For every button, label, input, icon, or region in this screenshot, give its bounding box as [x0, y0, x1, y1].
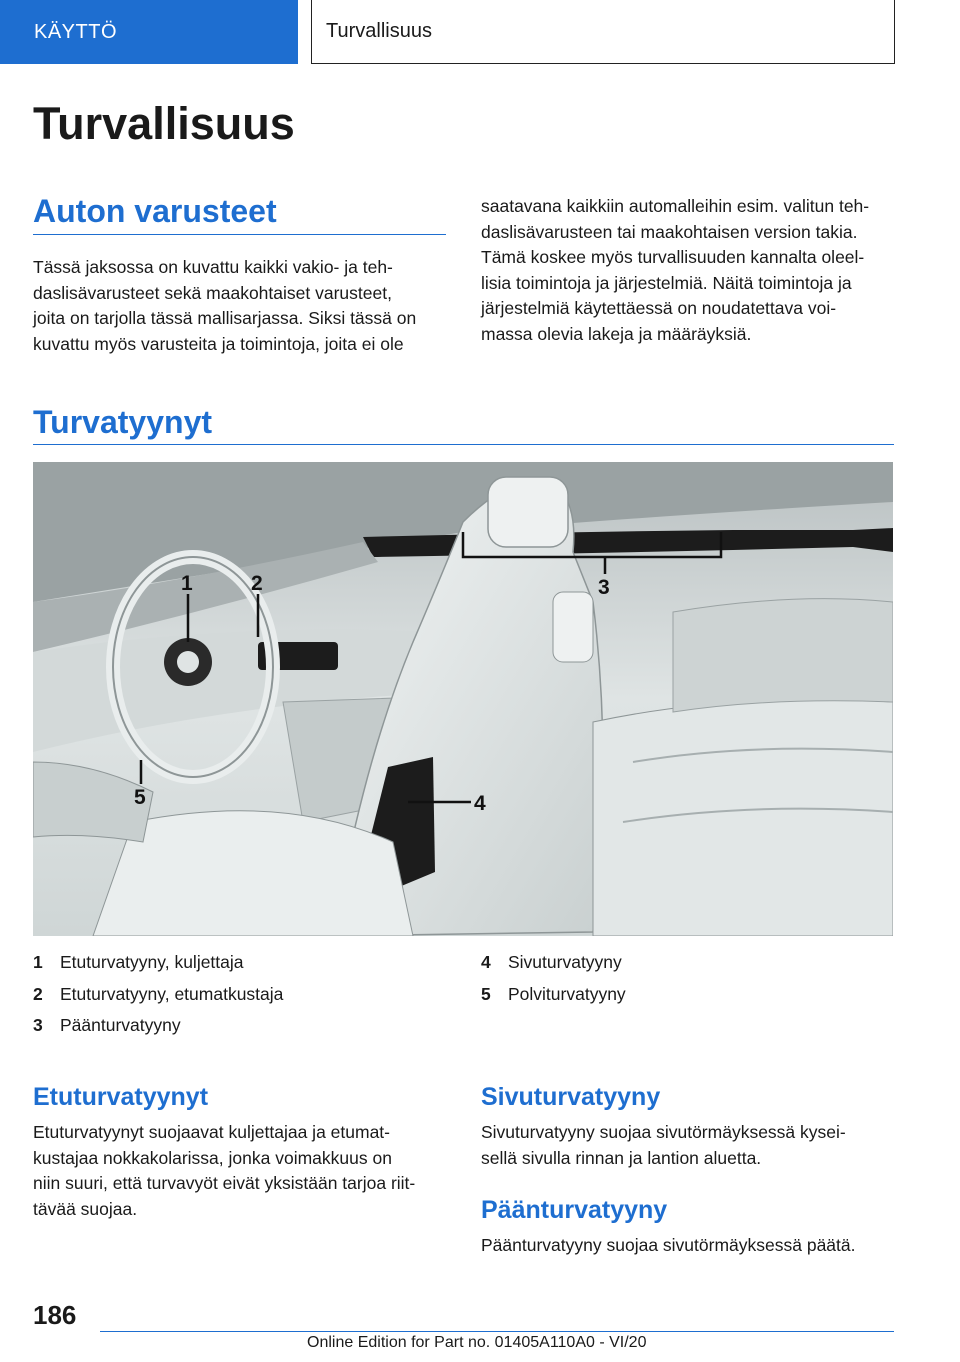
- legend-label: Etuturvatyyny, kuljettaja: [60, 952, 244, 972]
- legend-number: 1: [33, 952, 43, 972]
- subheading-etuturvatyynyt: Etuturvatyynyt: [33, 1083, 209, 1111]
- text-line: saatavana kaikkiin automalleihin esim. valitun teh-: [481, 196, 870, 216]
- legend-item: [481, 947, 901, 979]
- text-line: niin suuri, että turvavyöt eivät yksistään tarjoa riit-: [33, 1173, 416, 1193]
- legend-item: [33, 947, 453, 979]
- footer-rule: [100, 1331, 894, 1332]
- legend-number: 2: [33, 983, 43, 1004]
- text-line: lisia toimintoja ja järjestelmiä. Näitä toimintoja ja: [481, 272, 852, 293]
- section-rule: [33, 444, 894, 445]
- text-line: Tämä koskee myös turvallisuuden kannalta oleel-: [481, 247, 865, 267]
- page-number: 186: [33, 1300, 77, 1330]
- airbag-illustration: [33, 462, 893, 936]
- page-title: Turvallisuus: [33, 98, 295, 149]
- legend-label: Päänturvatyyny: [60, 1015, 181, 1035]
- legend-item: [481, 979, 901, 1011]
- legend-left: [33, 947, 453, 1042]
- legend-label: Etuturvatyyny, etumatkustaja: [60, 983, 284, 1004]
- intro-column-2: [481, 194, 901, 347]
- callout-number-3: 3: [598, 576, 610, 599]
- text-line: daslisävarusteet sekä maakohtaiset varusteet,: [33, 282, 392, 303]
- text-line: kustajaa nokkakolarissa, jonka voimakkuus on: [33, 1147, 392, 1168]
- text-line: daslisävarusteen tai maakohtaisen version takia.: [481, 221, 858, 242]
- section-heading-auton-varusteet: Auton varusteet: [33, 193, 277, 229]
- text-line: massa olevia lakeja ja määräyksiä.: [481, 323, 752, 344]
- legend-item: [33, 1010, 453, 1042]
- intro-column-1: [33, 255, 453, 357]
- section-heading-turvatyynyt: Turvatyynyt: [33, 404, 213, 440]
- callout-number-5: 5: [134, 786, 146, 809]
- sivuturvatyyny-text: [481, 1120, 901, 1171]
- subheading-sivuturvatyyny: Sivuturvatyyny: [481, 1083, 661, 1111]
- text-line: kuvattu myös varusteita ja toimintoja, joita ei ole: [33, 333, 404, 354]
- text-line: Päänturvatyyny suojaa sivutörmäyksessä päätä.: [481, 1235, 856, 1255]
- section-tab[interactable]: KÄYTTÖ: [0, 0, 298, 64]
- text-line: Etuturvatyynyt suojaavat kuljettajaa ja etumat-: [33, 1122, 390, 1142]
- text-line: sellä sivulla rinnan ja lantion aluetta.: [481, 1147, 762, 1168]
- callout-number-1: 1: [181, 572, 193, 595]
- text-line: Sivuturvatyyny suojaa sivutörmäyksessä kysei-: [481, 1122, 846, 1142]
- legend-label: Sivuturvatyyny: [508, 952, 622, 972]
- text-line: joita on tarjolla tässä mallisarjassa. Siksi tässä on: [33, 308, 417, 328]
- chapter-tab[interactable]: Turvallisuus: [311, 0, 895, 64]
- car-interior-drawing: [33, 462, 893, 936]
- legend-right: [481, 947, 901, 1010]
- text-line: järjestelmiä käytettäessä on noudatettava voi-: [481, 298, 837, 318]
- text-line: Tässä jaksossa on kuvattu kaikki vakio- ja teh-: [33, 257, 393, 277]
- callout-number-2: 2: [251, 572, 263, 595]
- subheading-paanturvatyyny: Päänturvatyyny: [481, 1196, 668, 1224]
- paanturvatyyny-text: [481, 1233, 901, 1259]
- section-rule: [33, 234, 446, 235]
- legend-label: Polviturvatyyny: [508, 983, 626, 1004]
- legend-item: [33, 979, 453, 1011]
- edition-text: Online Edition for Part no. 01405A110A0 - VI/20: [307, 1334, 647, 1351]
- legend-number: 4: [481, 952, 491, 972]
- text-line: tävää suojaa.: [33, 1198, 138, 1219]
- legend-number: 5: [481, 983, 491, 1004]
- etuturvatyynyt-text: [33, 1120, 453, 1222]
- callout-number-4: 4: [474, 792, 486, 815]
- legend-number: 3: [33, 1015, 43, 1035]
